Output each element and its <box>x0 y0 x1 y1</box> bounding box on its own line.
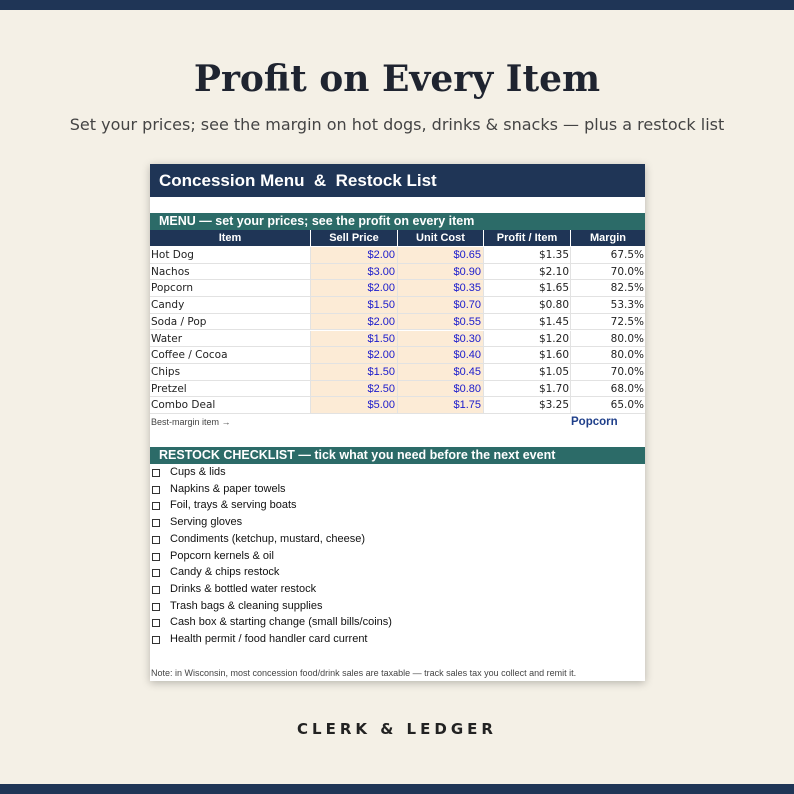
profit-cell: $0.80 <box>484 297 571 314</box>
profit-cell: $1.60 <box>484 347 571 364</box>
profit-cell: $1.70 <box>484 381 571 398</box>
page-subhead: Set your prices; see the margin on hot dogs, drinks & snacks — plus a restock list <box>69 115 725 134</box>
profit-cell: $1.05 <box>484 364 571 381</box>
unit-cost-cell[interactable]: $0.30 <box>398 331 484 348</box>
checklist-item-label: Cash box & starting change (small bills/coins) <box>170 616 392 629</box>
profit-cell: $2.10 <box>484 264 571 281</box>
table-row <box>150 314 645 331</box>
unit-cost-cell[interactable]: $0.65 <box>398 247 484 264</box>
sell-price-cell[interactable]: $1.50 <box>311 297 398 314</box>
checkbox-icon[interactable] <box>152 619 160 627</box>
margin-cell: 70.0% <box>571 264 645 281</box>
margin-cell: 53.3% <box>571 297 645 314</box>
column-header-unit-cost: Unit Cost <box>398 230 484 246</box>
checklist-item-label: Condiments (ketchup, mustard, cheese) <box>170 532 366 545</box>
sales-tax-note: Note: in Wisconsin, most concession food/drink sales are taxable — track sales tax you collect and remit it. <box>151 668 577 678</box>
unit-cost-cell[interactable]: $0.35 <box>398 280 484 297</box>
spreadsheet-preview <box>150 164 645 681</box>
sell-price-cell[interactable]: $5.00 <box>311 397 398 414</box>
margin-cell: 70.0% <box>571 364 645 381</box>
checklist-item <box>150 615 645 632</box>
sell-price-cell[interactable]: $2.00 <box>311 347 398 364</box>
item-name-cell: Hot Dog <box>150 247 311 264</box>
table-row <box>150 347 645 364</box>
checkbox-icon[interactable] <box>152 553 160 561</box>
menu-section-header: MENU — set your prices; see the profit on every item <box>150 213 645 230</box>
table-row <box>150 397 645 414</box>
column-header-profit: Profit / Item <box>484 230 571 246</box>
checklist-item-label: Health permit / food handler card current <box>170 633 368 645</box>
item-name-cell: Combo Deal <box>150 397 311 414</box>
margin-cell: 67.5% <box>571 247 645 264</box>
checklist-item-label: Cups & lids <box>170 466 226 478</box>
checklist-item <box>150 599 645 616</box>
sell-price-cell[interactable]: $2.00 <box>311 314 398 331</box>
table-row <box>150 264 645 281</box>
checklist-item-label: Foil, trays & serving boats <box>170 499 297 512</box>
item-name-cell: Candy <box>150 297 311 314</box>
restock-section-header: RESTOCK CHECKLIST — tick what you need before the next event <box>150 447 645 464</box>
unit-cost-cell[interactable]: $0.70 <box>398 297 484 314</box>
sheet-title: Concession Menu & Restock List <box>150 164 645 197</box>
profit-cell: $1.45 <box>484 314 571 331</box>
checklist-item <box>150 498 645 515</box>
unit-cost-cell[interactable]: $0.55 <box>398 314 484 331</box>
item-name-cell: Popcorn <box>150 280 311 297</box>
item-name-cell: Coffee / Cocoa <box>150 347 311 364</box>
unit-cost-cell[interactable]: $1.75 <box>398 397 484 414</box>
sell-price-cell[interactable]: $3.00 <box>311 264 398 281</box>
checklist-item-label: Popcorn kernels & oil <box>170 549 274 562</box>
checklist-item <box>150 582 645 599</box>
best-margin-value: Popcorn <box>571 416 618 428</box>
checklist-item <box>150 549 645 566</box>
checklist-item-label: Candy & chips restock <box>170 566 280 579</box>
brand-wordmark: CLERK & LEDGER <box>297 720 497 738</box>
margin-cell: 82.5% <box>571 280 645 297</box>
item-name-cell: Soda / Pop <box>150 314 311 331</box>
table-row <box>150 247 645 264</box>
column-header-margin: Margin <box>571 230 645 246</box>
unit-cost-cell[interactable]: $0.45 <box>398 364 484 381</box>
item-name-cell: Chips <box>150 364 311 381</box>
profit-cell: $1.20 <box>484 331 571 348</box>
checkbox-icon[interactable] <box>152 519 160 527</box>
table-row <box>150 381 645 398</box>
top-border-bar <box>0 0 794 10</box>
sell-price-cell[interactable]: $2.50 <box>311 381 398 398</box>
unit-cost-cell[interactable]: $0.80 <box>398 381 484 398</box>
checkbox-icon[interactable] <box>152 636 160 644</box>
column-header-sell-price: Sell Price <box>311 230 398 246</box>
checkbox-icon[interactable] <box>152 469 160 477</box>
checklist-item <box>150 632 645 649</box>
checklist-item-label: Serving gloves <box>170 516 243 529</box>
profit-cell: $1.65 <box>484 280 571 297</box>
checklist-item <box>150 532 645 549</box>
checklist-item <box>150 565 645 582</box>
checkbox-icon[interactable] <box>152 603 160 611</box>
sell-price-cell[interactable]: $1.50 <box>311 331 398 348</box>
checkbox-icon[interactable] <box>152 536 160 544</box>
table-row <box>150 331 645 348</box>
checklist-item-label: Trash bags & cleaning supplies <box>170 599 323 612</box>
table-row <box>150 280 645 297</box>
margin-cell: 65.0% <box>571 397 645 414</box>
sell-price-cell[interactable]: $2.00 <box>311 280 398 297</box>
bottom-border-bar <box>0 784 794 794</box>
profit-cell: $1.35 <box>484 247 571 264</box>
margin-cell: 68.0% <box>571 381 645 398</box>
sell-price-cell[interactable]: $1.50 <box>311 364 398 381</box>
margin-cell: 80.0% <box>571 347 645 364</box>
table-row <box>150 297 645 314</box>
margin-cell: 80.0% <box>571 331 645 348</box>
margin-cell: 72.5% <box>571 314 645 331</box>
checkbox-icon[interactable] <box>152 586 160 594</box>
item-name-cell: Nachos <box>150 264 311 281</box>
checkbox-icon[interactable] <box>152 569 160 577</box>
checklist-item <box>150 465 645 482</box>
sell-price-cell[interactable]: $2.00 <box>311 247 398 264</box>
item-name-cell: Water <box>150 331 311 348</box>
best-margin-label: Best-margin item → <box>151 417 231 427</box>
profit-cell: $3.25 <box>484 397 571 414</box>
unit-cost-cell[interactable]: $0.40 <box>398 347 484 364</box>
checkbox-icon[interactable] <box>152 486 160 494</box>
checklist-item-label: Napkins & paper towels <box>170 482 286 495</box>
checklist-item-label: Drinks & bottled water restock <box>170 582 317 595</box>
page-headline: Profit on Every Item <box>193 58 601 100</box>
item-name-cell: Pretzel <box>150 381 311 398</box>
unit-cost-cell[interactable]: $0.90 <box>398 264 484 281</box>
checkbox-icon[interactable] <box>152 502 160 510</box>
checklist-item <box>150 515 645 532</box>
column-header-item: Item <box>150 230 311 246</box>
checklist-item <box>150 482 645 499</box>
table-row <box>150 364 645 381</box>
